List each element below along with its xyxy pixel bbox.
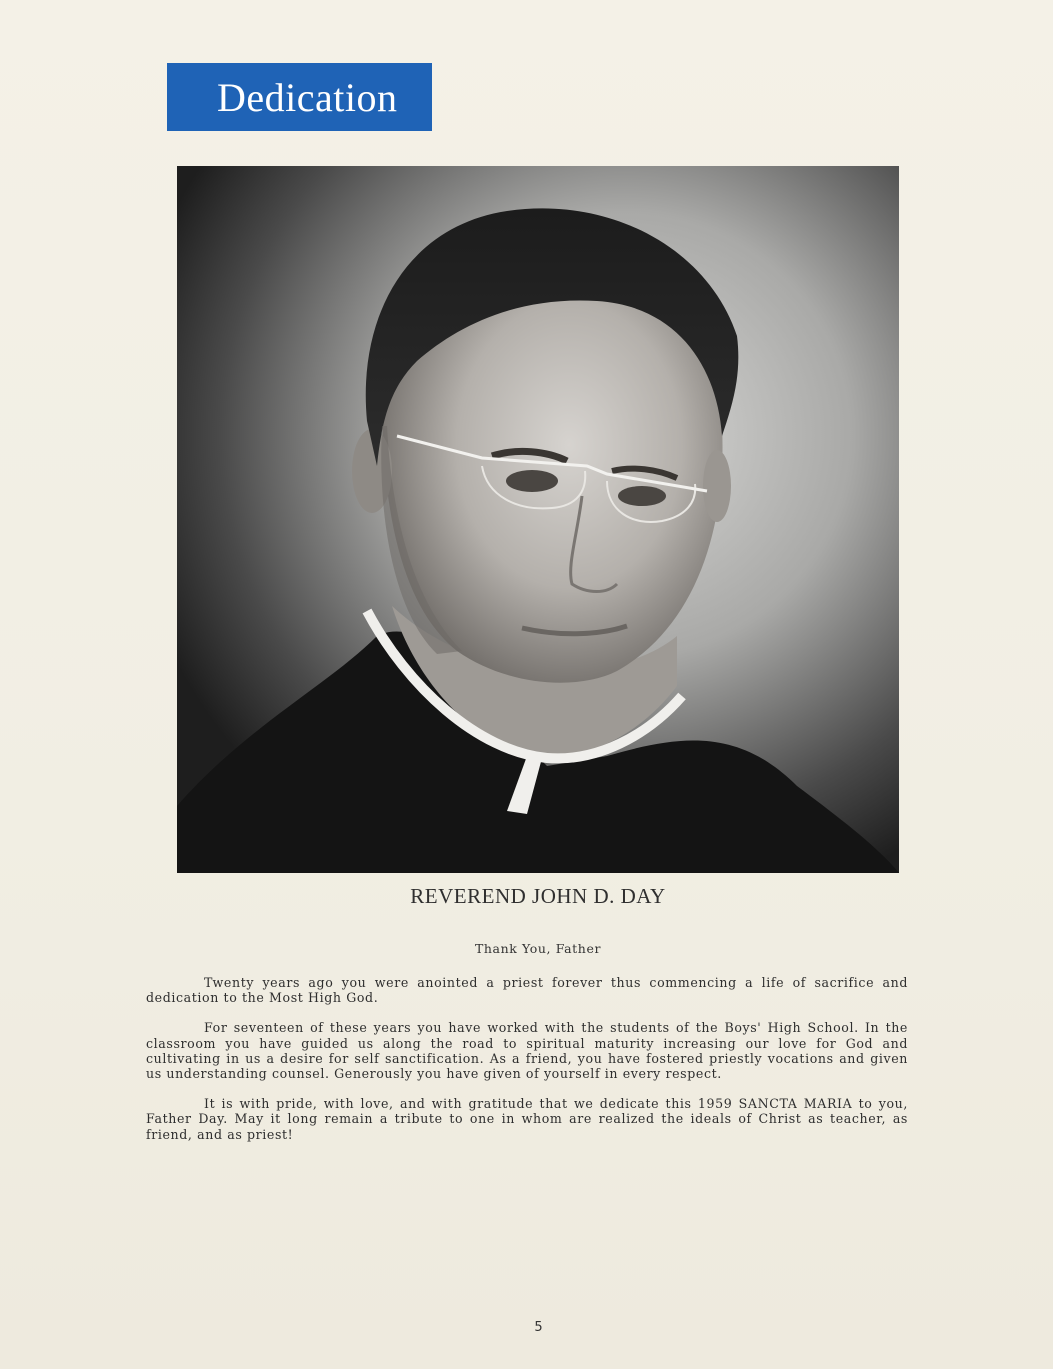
dedication-paragraph: For seventeen of these years you have worked with the students of the Boys' High School. In the classroom you have guided us along the road to spiritual maturity increasing our love for God and cultivating in us a desire for self sanctification. As a friend, you have fostered priestly vocations and given us understanding counsel. Generously you have given of yourself in every respect. xyxy=(146,1020,908,1082)
page-number: 5 xyxy=(534,1320,543,1335)
portrait-photo xyxy=(177,166,899,873)
dedication-paragraph: Twenty years ago you were anointed a priest forever thus commencing a life of sacrifice and dedication to the Most High God. xyxy=(146,975,908,1006)
section-title: Dedication xyxy=(217,74,398,120)
dedication-paragraph: It is with pride, with love, and with gratitude that we dedicate this 1959 SANCTA MARIA to you, Father Day. May it long remain a tribute to one in whom are realized the ideals of Christ as teacher, as friend, and as priest! xyxy=(146,1096,908,1142)
dedication-body xyxy=(146,975,908,1157)
photo-caption: REVEREND JOHN D. DAY xyxy=(410,884,666,908)
section-title-banner xyxy=(167,63,432,131)
dedication-subtitle: Thank You, Father xyxy=(474,941,602,956)
